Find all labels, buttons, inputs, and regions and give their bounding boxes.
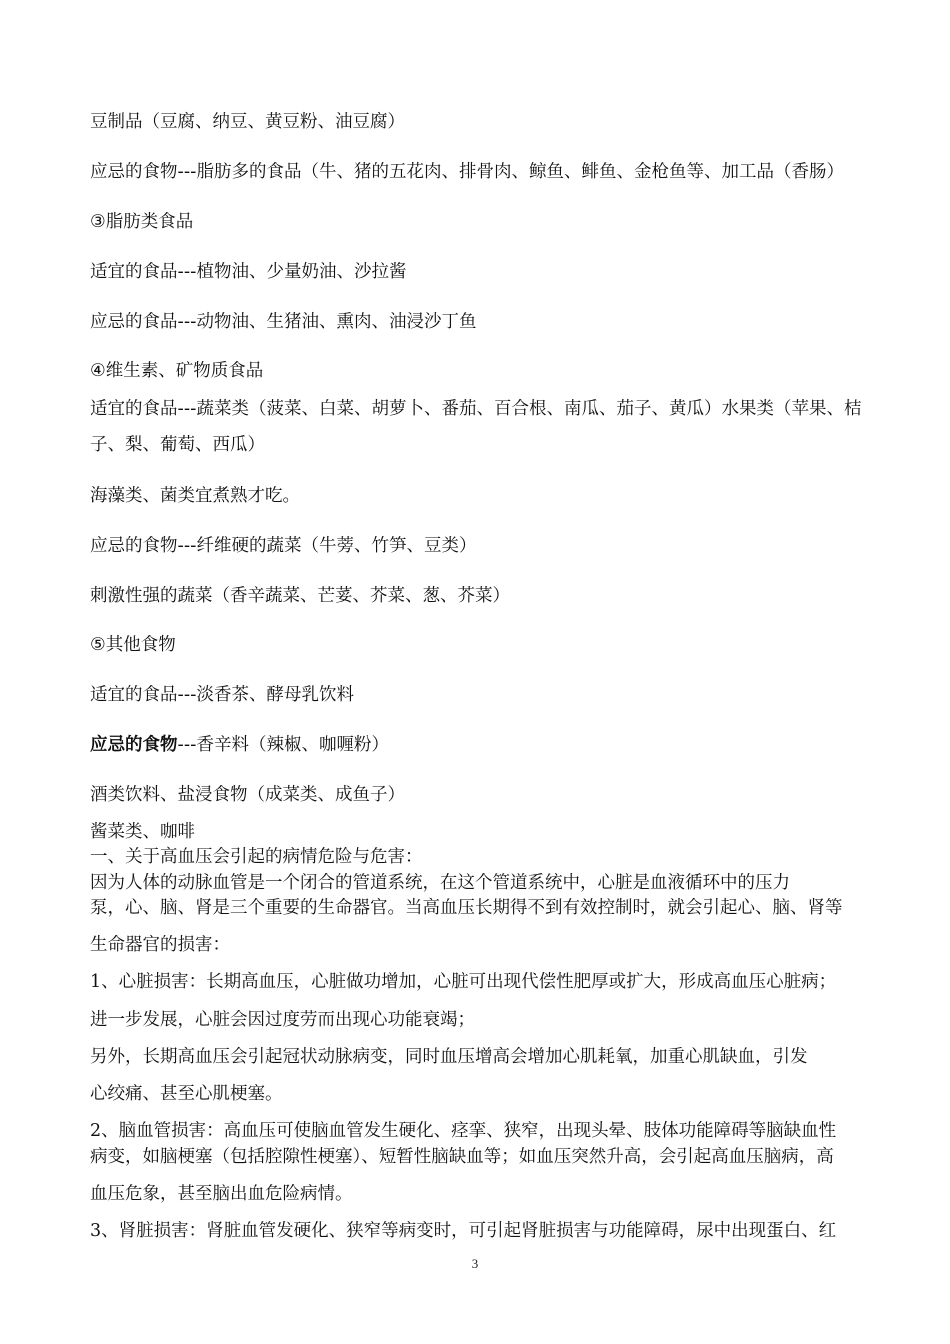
text-line: 心绞痛、甚至心肌梗塞。 <box>90 1084 283 1104</box>
text-line: 泵，心、脑、肾是三个重要的生命器官。当高血压长期得不到有效控制时，就会引起心、脑、肾等 <box>90 898 843 918</box>
text-line: 豆制品（豆腐、纳豆、黄豆粉、油豆腐） <box>90 112 405 132</box>
section-heading: ⑤其他食物 <box>90 635 176 655</box>
text-line: 适宜的食品---淡香茶、酵母乳饮料 <box>90 685 354 705</box>
text-line: 进一步发展，心脏会因过度劳而出现心功能衰竭； <box>90 1010 475 1030</box>
text-line: 应忌的食品---动物油、生猪油、熏肉、油浸沙丁鱼 <box>90 312 477 332</box>
text-line: 酱菜类、咖啡 <box>90 822 195 842</box>
text-line: 酒类饮料、盐浸食物（成菜类、成鱼子） <box>90 785 405 805</box>
text-line: 应忌的食物---脂肪多的食品（牛、猪的五花肉、排骨肉、鲸鱼、鲱鱼、金枪鱼等、加工品（香肠） <box>90 162 844 182</box>
text-line: 血压危象，甚至脑出血危险病情。 <box>90 1184 353 1204</box>
text-line: 1、心脏损害：长期高血压，心脏做功增加，心脏可出现代偿性肥厚或扩大，形成高血压心脏病； <box>90 972 837 992</box>
text-line: 应忌的食物---香辛料（辣椒、咖喱粉） <box>90 735 389 755</box>
bold-label: 应忌的食物 <box>90 735 178 755</box>
text-line: 另外，长期高血压会引起冠状动脉病变，同时血压增高会增加心肌耗氧，加重心肌缺血，引发 <box>90 1047 808 1067</box>
text-line: 海藻类、菌类宜煮熟才吃。 <box>90 486 300 506</box>
text-line: 2、脑血管损害：高血压可使脑血管发生硬化、痉挛、狭窄，出现头晕、肢体功能障碍等脑缺血性 <box>90 1121 837 1141</box>
text-line: 适宜的食品---蔬菜类（菠菜、白菜、胡萝卜、番茄、百合根、南瓜、茄子、黄瓜）水果类（苹果、桔 <box>90 399 862 419</box>
text-line: 适宜的食品---植物油、少量奶油、沙拉酱 <box>90 262 407 282</box>
text-line: 因为人体的动脉血管是一个闭合的管道系统，在这个管道系统中，心脏是血液循环中的压力 <box>90 873 790 893</box>
text-line: 刺激性强的蔬菜（香辛蔬菜、芒荽、芥菜、葱、芥菜） <box>90 586 510 606</box>
text-line: 子、梨、葡萄、西瓜） <box>90 435 265 455</box>
page-number: 3 <box>471 1256 479 1271</box>
item-number: 1 <box>90 972 102 992</box>
heading-line: 一、关于高血压会引起的病情危险与危害： <box>90 847 423 867</box>
text-line: 病变，如脑梗塞（包括腔隙性梗塞）、短暂性脑缺血等；如血压突然升高，会引起高血压脑病，高 <box>90 1147 834 1167</box>
section-heading: ④维生素、矿物质食品 <box>90 361 264 381</box>
text-line: 应忌的食物---纤维硬的蔬菜（牛蒡、竹笋、豆类） <box>90 536 477 556</box>
item-number: 2 <box>90 1121 102 1141</box>
section-heading: ③脂肪类食品 <box>90 212 194 232</box>
item-number: 3 <box>90 1221 102 1241</box>
text-line: 生命器官的损害： <box>90 935 230 955</box>
text-line: 3、肾脏损害：肾脏血管发硬化、狭窄等病变时，可引起肾脏损害与功能障碍，尿中出现蛋白、红 <box>90 1221 837 1241</box>
